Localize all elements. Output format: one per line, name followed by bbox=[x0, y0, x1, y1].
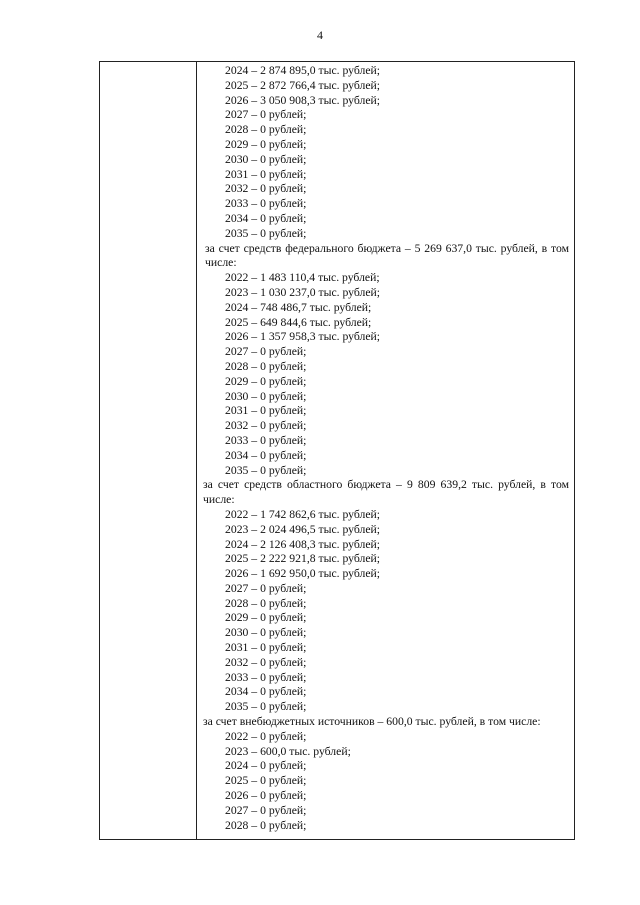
list-item: 2023 – 2 024 496,5 тыс. рублей; bbox=[225, 522, 381, 536]
list-item: 2029 – 0 рублей; bbox=[225, 611, 307, 625]
list-item: 2026 – 0 рублей; bbox=[225, 789, 307, 803]
list-item: 2025 – 2 222 921,8 тыс. рублей; bbox=[225, 552, 381, 566]
list-item: 2033 – 0 рублей; bbox=[225, 197, 307, 211]
page-number: 4 bbox=[317, 28, 323, 42]
list-item: 2034 – 0 рублей; bbox=[225, 448, 307, 462]
list-item: 2022 – 1 742 862,6 тыс. рублей; bbox=[225, 507, 381, 521]
list-item: 2027 – 0 рублей; bbox=[225, 108, 307, 122]
list-item: 2030 – 0 рублей; bbox=[225, 152, 307, 166]
list-item: 2026 – 1 357 958,3 тыс. рублей; bbox=[225, 330, 381, 344]
list-item: 2025 – 649 844,6 тыс. рублей; bbox=[225, 315, 372, 329]
list-item: 2026 – 3 050 908,3 тыс. рублей; bbox=[225, 93, 381, 107]
list-item: 2026 – 1 692 950,0 тыс. рублей; bbox=[225, 567, 381, 581]
list-item: 2025 – 2 872 766,4 тыс. рублей; bbox=[225, 78, 381, 92]
extrabudgetary-heading: за счет внебюджетных источников – 600,0 тыс. рублей, в том числе: bbox=[203, 715, 541, 729]
list-item: 2029 – 0 рублей; bbox=[225, 137, 307, 151]
regional-budget-list bbox=[203, 508, 569, 715]
list-item: 2022 – 0 рублей; bbox=[225, 729, 307, 743]
list-item: 2031 – 0 рублей; bbox=[225, 167, 307, 181]
list-item: 2024 – 748 486,7 тыс. рублей; bbox=[225, 300, 372, 314]
list-item: 2028 – 0 рублей; bbox=[225, 359, 307, 373]
list-item: 2032 – 0 рублей; bbox=[225, 419, 307, 433]
list-item: 2027 – 0 рублей; bbox=[225, 581, 307, 595]
list-item: 2031 – 0 рублей; bbox=[225, 404, 307, 418]
list-item: 2027 – 0 рублей; bbox=[225, 345, 307, 359]
extrabudgetary-list bbox=[203, 730, 569, 834]
list-item: 2024 – 2 126 408,3 тыс. рублей; bbox=[225, 537, 381, 551]
list-item: 2022 – 1 483 110,4 тыс. рублей; bbox=[225, 271, 380, 285]
list-item: 2023 – 1 030 237,0 тыс. рублей; bbox=[225, 285, 381, 299]
list-item: 2029 – 0 рублей; bbox=[225, 374, 307, 388]
list-item: 2035 – 0 рублей; bbox=[225, 700, 307, 714]
list-item: 2030 – 0 рублей; bbox=[225, 389, 307, 403]
funding-table bbox=[99, 61, 575, 840]
list-item: 2027 – 0 рублей; bbox=[225, 803, 307, 817]
list-item: 2025 – 0 рублей; bbox=[225, 774, 307, 788]
list-item: 2028 – 0 рублей; bbox=[225, 596, 307, 610]
list-item: 2035 – 0 рублей; bbox=[225, 226, 307, 240]
table-left-cell bbox=[100, 62, 197, 839]
block0-list bbox=[203, 64, 569, 242]
list-item: 2024 – 0 рублей; bbox=[225, 759, 307, 773]
federal-budget-heading: за счет средств федерального бюджета – 5 269 637,0 тыс. рублей, в том числе: bbox=[205, 241, 569, 270]
table-right-cell bbox=[197, 62, 574, 839]
list-item: 2030 – 0 рублей; bbox=[225, 626, 307, 640]
list-item: 2032 – 0 рублей; bbox=[225, 655, 307, 669]
list-item: 2028 – 0 рублей; bbox=[225, 818, 307, 832]
list-item: 2028 – 0 рублей; bbox=[225, 123, 307, 137]
list-item: 2031 – 0 рублей; bbox=[225, 641, 307, 655]
list-item: 2032 – 0 рублей; bbox=[225, 182, 307, 196]
regional-budget-heading: за счет средств областного бюджета – 9 809 639,2 тыс. рублей, в том числе: bbox=[203, 478, 569, 507]
federal-budget-list bbox=[203, 271, 569, 478]
list-item: 2023 – 600,0 тыс. рублей; bbox=[225, 744, 351, 758]
list-item: 2034 – 0 рублей; bbox=[225, 685, 307, 699]
list-item: 2033 – 0 рублей; bbox=[225, 670, 307, 684]
list-item: 2035 – 0 рублей; bbox=[225, 463, 307, 477]
list-item: 2024 – 2 874 895,0 тыс. рублей; bbox=[225, 64, 381, 77]
list-item: 2033 – 0 рублей; bbox=[225, 433, 307, 447]
list-item: 2034 – 0 рублей; bbox=[225, 211, 307, 225]
